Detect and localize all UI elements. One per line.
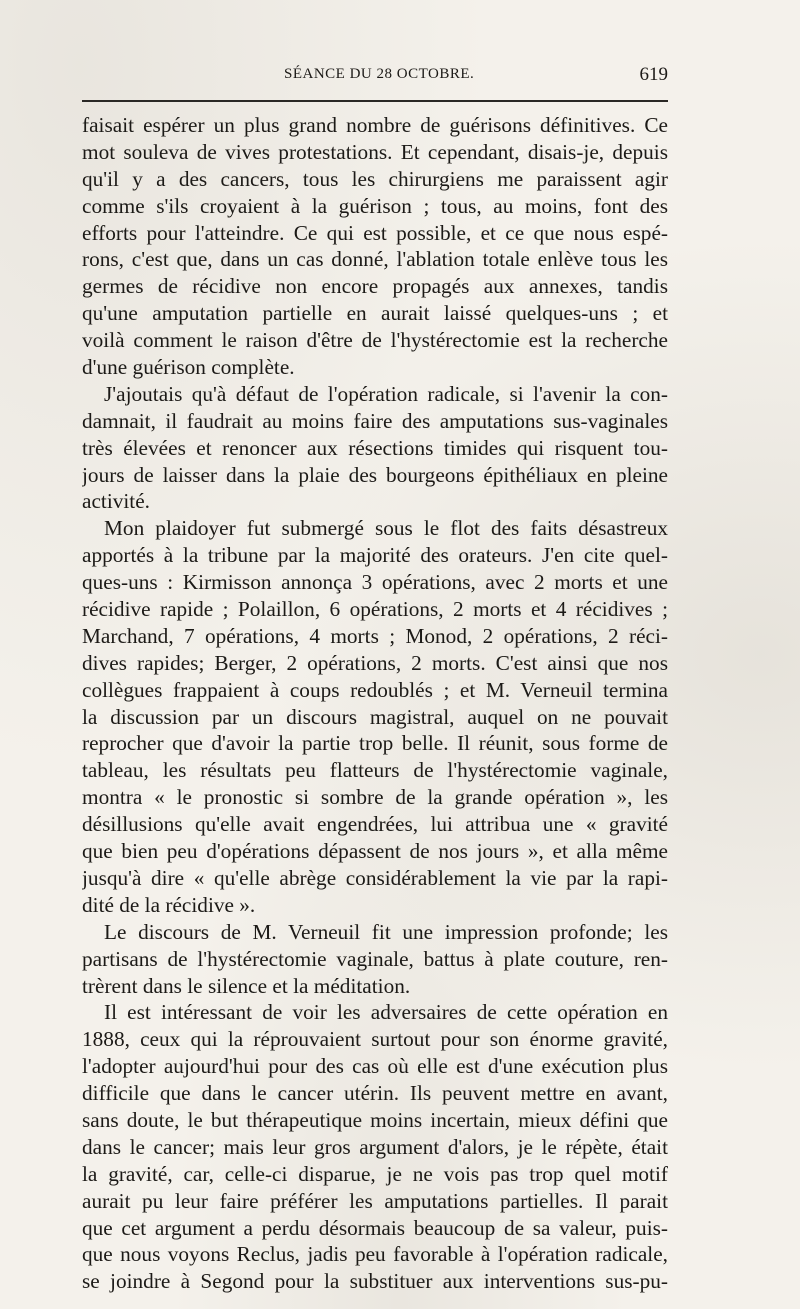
- text-line: l'adopter aujourd'hui pour des cas où elle est d'une exécution plus: [82, 1054, 668, 1079]
- text-line: damnait, il faudrait au moins faire des amputations sus-vaginales: [82, 408, 668, 433]
- running-head: [82, 64, 668, 88]
- text-line: partisans de l'hystérectomie vaginale, battus à plate couture, ren-: [82, 946, 668, 971]
- text-line: que nous voyons Reclus, jadis peu favorable à l'opération radicale,: [82, 1242, 668, 1267]
- text-line: se joindre à Segond pour la substituer aux interventions sus-pu-: [82, 1269, 668, 1294]
- text-line: apportés à la tribune par la majorité des orateurs. J'en cite quel-: [82, 543, 668, 568]
- text-line: dives rapides; Berger, 2 opérations, 2 morts. C'est ainsi que nos: [82, 650, 668, 675]
- text-line: très élevées et renoncer aux résections timides qui risquent tou-: [82, 435, 668, 460]
- text-line: dité de la récidive ».: [82, 892, 256, 917]
- text-line: difficile que dans le cancer utérin. Ils peuvent mettre en avant,: [82, 1081, 668, 1106]
- text-line: Le discours de M. Verneuil fit une impression profonde; les: [104, 919, 668, 944]
- text-line: qu'une amputation partielle en aurait laissé quelques-uns ; et: [82, 301, 668, 326]
- text-line: récidive rapide ; Polaillon, 6 opérations, 2 morts et 4 récidives ;: [82, 597, 668, 622]
- text-line: rons, c'est que, dans un cas donné, l'ablation totale enlève tous les: [82, 247, 668, 272]
- text-line: mot souleva de vives protestations. Et cependant, disais-je, depuis: [82, 139, 668, 164]
- body-text: [82, 112, 668, 1295]
- text-line: 1888, ceux qui la réprouvaient surtout pour son énorme gravité,: [82, 1027, 668, 1052]
- text-line: comme s'ils croyaient à la guérison ; tous, au moins, font des: [82, 193, 668, 218]
- text-line: ques-uns : Kirmisson annonça 3 opérations, avec 2 morts et une: [82, 570, 668, 595]
- text-line: efforts pour l'atteindre. Ce qui est possible, et ce que nous espé-: [82, 220, 668, 245]
- text-line: Mon plaidoyer fut submergé sous le flot des faits désastreux: [104, 516, 668, 541]
- text-line: qu'il y a des cancers, tous les chirurgiens me paraissent agir: [82, 166, 668, 191]
- text-line: Marchand, 7 opérations, 4 morts ; Monod, 2 opérations, 2 réci-: [82, 623, 668, 648]
- page-number: 619: [639, 64, 668, 85]
- text-line: d'une guérison complète.: [82, 355, 295, 380]
- text-line: germes de récidive non encore propagés aux annexes, tandis: [82, 274, 668, 299]
- text-line: montra « le pronostic si sombre de la grande opération », les: [82, 785, 668, 810]
- text-line: sans doute, le but thérapeutique moins incertain, mieux défini que: [82, 1107, 668, 1132]
- text-line: J'ajoutais qu'à défaut de l'opération radicale, si l'avenir la con-: [104, 381, 668, 406]
- text-line: jusqu'à dire « qu'elle abrège considérablement la vie par la rapi-: [82, 865, 668, 890]
- text-line: que bien peu d'opérations dépassent de nos jours », et alla même: [82, 839, 668, 864]
- text-line: dans le cancer; mais leur gros argument d'alors, je le répète, était: [82, 1134, 668, 1159]
- header-rule: [82, 100, 668, 102]
- text-line: jours de laisser dans la plaie des bourgeons épithéliaux en pleine: [82, 462, 668, 487]
- text-line: trèrent dans le silence et la méditation.: [82, 973, 411, 998]
- text-line: voilà comment le raison d'être de l'hystérectomie est la recherche: [82, 328, 668, 353]
- text-line: activité.: [82, 489, 150, 514]
- text-line: la discussion par un discours magistral, auquel on ne pouvait: [82, 704, 668, 729]
- text-line: collègues frappaient à coups redoublés ; et M. Verneuil termina: [82, 677, 668, 702]
- running-head-title: SÉANCE DU 28 OCTOBRE.: [284, 66, 475, 82]
- text-line: reprocher que d'avoir la partie trop belle. Il réunit, sous forme de: [82, 731, 668, 756]
- text-line: désillusions qu'elle avait engendrées, lui attribua une « gravité: [82, 812, 668, 837]
- text-line: la gravité, car, celle-ci disparue, je ne vois pas trop quel motif: [82, 1161, 668, 1186]
- text-line: faisait espérer un plus grand nombre de guérisons définitives. Ce: [82, 113, 668, 137]
- text-line: aurait pu leur faire préférer les amputations partielles. Il parait: [82, 1188, 668, 1213]
- text-line: tableau, les résultats peu flatteurs de l'hystérectomie vaginale,: [82, 758, 668, 783]
- text-line: que cet argument a perdu désormais beaucoup de sa valeur, puis-: [82, 1215, 668, 1240]
- text-line: Il est intéressant de voir les adversaires de cette opération en: [104, 1000, 668, 1025]
